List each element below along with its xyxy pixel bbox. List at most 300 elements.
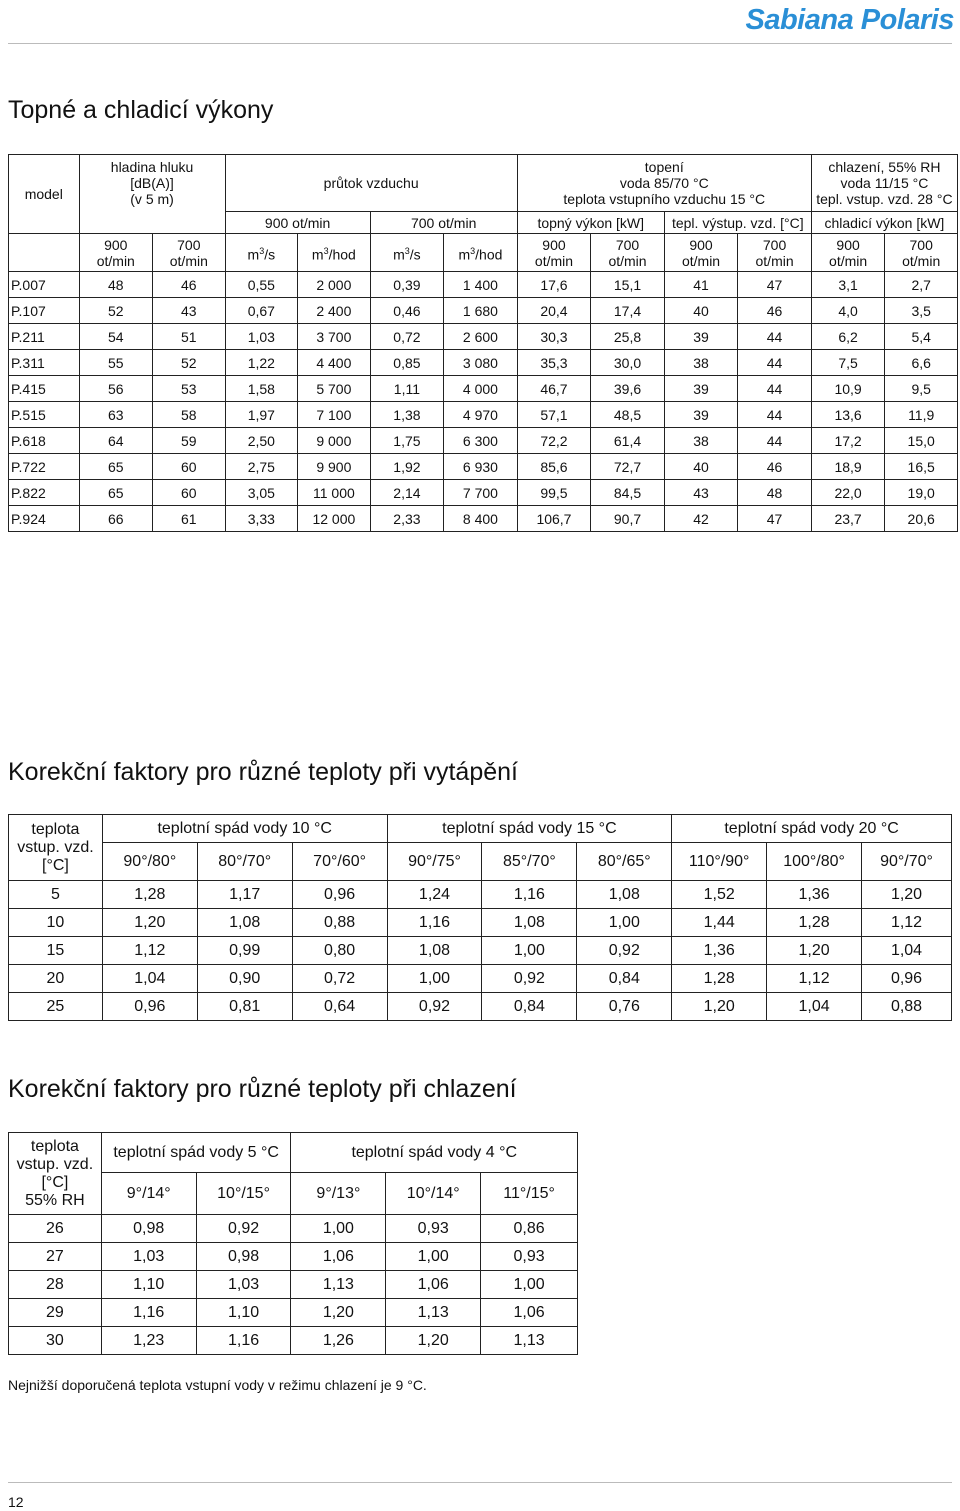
table-cell: 3,5 xyxy=(885,298,958,324)
header-noise-900 xyxy=(79,234,153,272)
hdr-unit: /hod xyxy=(475,246,503,263)
table-cell: 4 000 xyxy=(444,376,518,402)
row-label-cell: P.515 xyxy=(9,402,80,428)
header-heating-l2: voda 85/70 °C xyxy=(619,175,709,191)
table-cell: 47 xyxy=(738,506,812,532)
row-label-cell: P.211 xyxy=(9,324,80,350)
header-heating xyxy=(517,155,811,212)
row-label-cell: 5 xyxy=(9,881,103,909)
table-cell: 0,98 xyxy=(196,1243,291,1271)
hdr-temp-l4: 55% RH xyxy=(25,1191,85,1209)
performance-table xyxy=(8,154,958,532)
table-cell: 16,5 xyxy=(885,454,958,480)
row-label-cell: P.618 xyxy=(9,428,80,454)
table-cell: 1,16 xyxy=(482,881,577,909)
hdr-unit: /s xyxy=(409,246,421,263)
section-title-cooling-factors: Korekční faktory pro různé teploty při chlazení xyxy=(8,1075,517,1103)
table-cell: 6 930 xyxy=(444,454,518,480)
table-cell: 43 xyxy=(664,480,738,506)
table-cell: 0,72 xyxy=(370,324,444,350)
performance-table-body xyxy=(9,272,958,532)
table-cell: 1,28 xyxy=(672,965,767,993)
table-cell: 15,1 xyxy=(591,272,665,298)
page-number: 12 xyxy=(8,1494,24,1510)
header-group-10: teplotní spád vody 10 °C xyxy=(102,815,387,843)
header-m3h-700 xyxy=(444,234,518,272)
table-cell: 48 xyxy=(79,272,153,298)
table-row xyxy=(9,1271,578,1299)
row-label-cell: 26 xyxy=(9,1215,102,1243)
table-cell: 9 900 xyxy=(298,454,371,480)
table-cell: 1,24 xyxy=(387,881,482,909)
table-cell: 48 xyxy=(738,480,812,506)
subheader-cell: 11°/15° xyxy=(481,1173,578,1215)
hdr-rpm: ot/min xyxy=(755,252,794,269)
table-cell: 1,00 xyxy=(291,1215,386,1243)
header-outlet-temp: tepl. výstup. vzd. [°C] xyxy=(664,212,811,234)
table-cell: 39,6 xyxy=(591,376,665,402)
header-outlet-900 xyxy=(664,234,738,272)
table-cell: 44 xyxy=(738,428,812,454)
table-cell: 39 xyxy=(664,402,738,428)
header-noise-l1: hladina hluku xyxy=(110,159,194,176)
table-cell: 43 xyxy=(153,298,226,324)
header-m3s-700 xyxy=(370,234,444,272)
table-cell: 1,06 xyxy=(291,1243,386,1271)
table-cell: 0,46 xyxy=(370,298,444,324)
row-label-cell: 30 xyxy=(9,1327,102,1355)
table-cell: 0,81 xyxy=(197,993,292,1021)
table-cell: 12 000 xyxy=(298,506,371,532)
hdr-rpm: ot/min xyxy=(902,252,941,269)
cooling-factor-body xyxy=(9,1215,578,1355)
table-row xyxy=(9,881,952,909)
table-cell: 3,05 xyxy=(225,480,298,506)
subheader-cell: 110°/90° xyxy=(672,843,767,881)
table-cell: 1,13 xyxy=(291,1271,386,1299)
table-cell: 72,7 xyxy=(591,454,665,480)
table-cell: 1,23 xyxy=(101,1327,196,1355)
table-cell: 39 xyxy=(664,376,738,402)
table-cell: 19,0 xyxy=(885,480,958,506)
table-cell: 0,92 xyxy=(577,937,672,965)
table-cell: 2,33 xyxy=(370,506,444,532)
heating-factor-body xyxy=(9,881,952,1021)
header-group-20: teplotní spád vody 20 °C xyxy=(672,815,952,843)
subheader-cell: 80°/65° xyxy=(577,843,672,881)
table-cell: 1,11 xyxy=(370,376,444,402)
header-outlet-700 xyxy=(738,234,812,272)
table-row xyxy=(9,350,958,376)
table-cell: 63 xyxy=(79,402,153,428)
table-cell: 1,04 xyxy=(767,993,862,1021)
table-cell: 0,88 xyxy=(292,909,387,937)
header-heat-900 xyxy=(517,234,591,272)
table-cell: 39 xyxy=(664,324,738,350)
table-cell: 1,00 xyxy=(386,1243,481,1271)
table-cell: 46 xyxy=(738,454,812,480)
table-cell: 0,99 xyxy=(197,937,292,965)
table-cell: 65 xyxy=(79,480,153,506)
hdr-rpm: ot/min xyxy=(96,252,135,269)
table-cell: 85,6 xyxy=(517,454,591,480)
table-cell: 18,9 xyxy=(811,454,885,480)
table-cell: 2,14 xyxy=(370,480,444,506)
hdr-unit: m xyxy=(247,246,260,263)
table-cell: 10,9 xyxy=(811,376,885,402)
table-cell: 64 xyxy=(79,428,153,454)
table-row xyxy=(9,993,952,1021)
table-cell: 1,36 xyxy=(767,881,862,909)
table-cell: 5,4 xyxy=(885,324,958,350)
hdr-rpm: ot/min xyxy=(608,252,647,269)
table-cell: 90,7 xyxy=(591,506,665,532)
hdr-num: 700 xyxy=(762,236,787,253)
table-cell: 0,72 xyxy=(292,965,387,993)
table-row xyxy=(9,1327,578,1355)
table-cell: 52 xyxy=(79,298,153,324)
table-cell: 56 xyxy=(79,376,153,402)
table-cell: 0,64 xyxy=(292,993,387,1021)
hdr-num: 700 xyxy=(615,236,640,253)
table-cell: 0,80 xyxy=(292,937,387,965)
hdr-sup: 3 xyxy=(404,245,410,256)
table-cell: 1,12 xyxy=(102,937,197,965)
subheader-cell: 9°/13° xyxy=(291,1173,386,1215)
table-cell: 1,20 xyxy=(862,881,952,909)
table-cell: 1,08 xyxy=(197,909,292,937)
header-airflow-900: 900 ot/min xyxy=(225,212,370,234)
table-cell: 38 xyxy=(664,350,738,376)
table-row xyxy=(9,298,958,324)
table-cell: 1,20 xyxy=(386,1327,481,1355)
table-cell: 1,12 xyxy=(862,909,952,937)
header-group-4: teplotní spád vody 4 °C xyxy=(291,1133,578,1173)
table-row xyxy=(9,1215,578,1243)
table-cell: 106,7 xyxy=(517,506,591,532)
table-cell: 1,52 xyxy=(672,881,767,909)
header-noise-700 xyxy=(153,234,226,272)
table-cell: 1,10 xyxy=(196,1299,291,1327)
table-cell: 13,6 xyxy=(811,402,885,428)
subheader-cell: 90°/80° xyxy=(102,843,197,881)
table-cell: 0,67 xyxy=(225,298,298,324)
header-heating-l1: topení xyxy=(644,159,684,175)
header-m3s-900 xyxy=(225,234,298,272)
table-cell: 42 xyxy=(664,506,738,532)
brand-logo: Sabiana Polaris xyxy=(745,4,954,36)
table-cell: 61 xyxy=(153,506,226,532)
table-cell: 23,7 xyxy=(811,506,885,532)
table-cell: 46 xyxy=(738,298,812,324)
row-label-cell: 10 xyxy=(9,909,103,937)
table-cell: 1,00 xyxy=(481,1271,578,1299)
table-cell: 3,1 xyxy=(811,272,885,298)
hdr-temp-l1: teplota xyxy=(30,1137,79,1155)
table-cell: 1,20 xyxy=(291,1299,386,1327)
header-noise xyxy=(79,155,225,212)
row-label-cell: P.722 xyxy=(9,454,80,480)
table-cell: 20,4 xyxy=(517,298,591,324)
table-cell: 1,26 xyxy=(291,1327,386,1355)
header-heating-l3: teplota vstupního vzduchu 15 °C xyxy=(563,191,766,207)
table-cell: 1,08 xyxy=(387,937,482,965)
table-cell: 2 000 xyxy=(298,272,371,298)
table-cell: 1,28 xyxy=(102,881,197,909)
table-cell: 59 xyxy=(153,428,226,454)
table-cell: 54 xyxy=(79,324,153,350)
table-cell: 6,2 xyxy=(811,324,885,350)
table-cell: 0,76 xyxy=(577,993,672,1021)
table-cell: 0,93 xyxy=(481,1243,578,1271)
table-cell: 1,08 xyxy=(482,909,577,937)
table-cell: 9,5 xyxy=(885,376,958,402)
table-cell: 1,04 xyxy=(862,937,952,965)
table-row xyxy=(9,402,958,428)
row-label-cell: 25 xyxy=(9,993,103,1021)
table-cell: 11 000 xyxy=(298,480,371,506)
hdr-rpm: ot/min xyxy=(534,252,574,269)
table-cell: 15,0 xyxy=(885,428,958,454)
header-group-5: teplotní spád vody 5 °C xyxy=(101,1133,291,1173)
subheader-row xyxy=(9,843,952,881)
table-cell: 4,0 xyxy=(811,298,885,324)
table-cell: 0,55 xyxy=(225,272,298,298)
table-cell: 61,4 xyxy=(591,428,665,454)
hdr-temp-l1: teplota xyxy=(31,820,80,838)
subheader-cell: 10°/14° xyxy=(386,1173,481,1215)
table-cell: 0,98 xyxy=(101,1215,196,1243)
table-cell: 17,6 xyxy=(517,272,591,298)
table-cell: 1,04 xyxy=(102,965,197,993)
footer-divider xyxy=(8,1482,952,1483)
table-cell: 1,17 xyxy=(197,881,292,909)
hdr-rpm: ot/min xyxy=(681,252,721,269)
table-row xyxy=(9,454,958,480)
table-row xyxy=(9,506,958,532)
row-label-cell: 20 xyxy=(9,965,103,993)
hdr-unit: /s xyxy=(264,246,276,263)
table-cell: 25,8 xyxy=(591,324,665,350)
hdr-temp-l2: vstup. vzd. xyxy=(16,1155,94,1173)
table-cell: 0,96 xyxy=(862,965,952,993)
table-cell: 2 600 xyxy=(444,324,518,350)
table-cell: 1,00 xyxy=(577,909,672,937)
table-cell: 44 xyxy=(738,350,812,376)
table-cell: 30,3 xyxy=(517,324,591,350)
table-cell: 30,0 xyxy=(591,350,665,376)
table-cell: 1,00 xyxy=(482,937,577,965)
table-cell: 84,5 xyxy=(591,480,665,506)
table-cell: 2,50 xyxy=(225,428,298,454)
table-cell: 0,92 xyxy=(387,993,482,1021)
header-airflow-700: 700 ot/min xyxy=(370,212,517,234)
table-cell: 1 400 xyxy=(444,272,518,298)
table-cell: 44 xyxy=(738,324,812,350)
table-row xyxy=(9,480,958,506)
header-cooling xyxy=(811,155,957,212)
table-cell: 1,10 xyxy=(101,1271,196,1299)
table-cell: 44 xyxy=(738,402,812,428)
hdr-unit: m xyxy=(458,246,471,263)
table-cell: 2,7 xyxy=(885,272,958,298)
table-cell: 46 xyxy=(153,272,226,298)
table-row xyxy=(9,272,958,298)
table-row xyxy=(9,909,952,937)
table-cell: 7 700 xyxy=(444,480,518,506)
table-cell: 17,4 xyxy=(591,298,665,324)
table-cell: 1,75 xyxy=(370,428,444,454)
row-label-cell: P.822 xyxy=(9,480,80,506)
header-temp xyxy=(9,1133,102,1215)
hdr-num: 900 xyxy=(542,236,566,253)
table-cell: 6 300 xyxy=(444,428,518,454)
table-cell: 3 080 xyxy=(444,350,518,376)
table-cell: 72,2 xyxy=(517,428,591,454)
table-cell: 58 xyxy=(153,402,226,428)
table-cell: 22,0 xyxy=(811,480,885,506)
header-cooling-l1: chlazení, 55% RH xyxy=(828,159,941,175)
table-row xyxy=(9,428,958,454)
table-cell: 0,96 xyxy=(292,881,387,909)
hdr-rpm: ot/min xyxy=(829,252,868,269)
subheader-cell: 90°/75° xyxy=(387,843,482,881)
table-cell: 11,9 xyxy=(885,402,958,428)
table-row xyxy=(9,965,952,993)
heating-factor-table xyxy=(8,814,952,1021)
subheader-cell: 9°/14° xyxy=(101,1173,196,1215)
table-cell: 3 700 xyxy=(298,324,371,350)
hdr-num: 900 xyxy=(689,236,713,253)
header-cooling-l2: voda 11/15 °C xyxy=(840,175,929,191)
table-cell: 8 400 xyxy=(444,506,518,532)
header-airflow: průtok vzduchu xyxy=(225,155,517,212)
table-cell: 1,06 xyxy=(481,1299,578,1327)
table-cell: 0,92 xyxy=(482,965,577,993)
header-noise-l3: (v 5 m) xyxy=(130,191,174,208)
row-label-cell: P.311 xyxy=(9,350,80,376)
table-row xyxy=(9,324,958,350)
header-heat-output: topný výkon [kW] xyxy=(517,212,664,234)
table-cell: 0,39 xyxy=(370,272,444,298)
hdr-num: 700 xyxy=(177,236,201,253)
table-cell: 0,86 xyxy=(481,1215,578,1243)
table-cell: 0,84 xyxy=(577,965,672,993)
hdr-rpm: ot/min xyxy=(169,252,208,269)
table-cell: 51 xyxy=(153,324,226,350)
subheader-cell: 70°/60° xyxy=(292,843,387,881)
table-cell: 0,85 xyxy=(370,350,444,376)
table-cell: 5 700 xyxy=(298,376,371,402)
header-cool-700 xyxy=(885,234,958,272)
cooling-factor-table xyxy=(8,1132,578,1355)
table-cell: 1,92 xyxy=(370,454,444,480)
table-cell: 1,28 xyxy=(767,909,862,937)
table-row xyxy=(9,376,958,402)
table-cell: 1,58 xyxy=(225,376,298,402)
table-cell: 17,2 xyxy=(811,428,885,454)
table-cell: 99,5 xyxy=(517,480,591,506)
hdr-sup: 3 xyxy=(259,245,265,256)
table-cell: 60 xyxy=(153,454,226,480)
hdr-sup: 3 xyxy=(470,245,476,256)
table-cell: 3,33 xyxy=(225,506,298,532)
table-cell: 0,92 xyxy=(196,1215,291,1243)
table-cell: 1,13 xyxy=(386,1299,481,1327)
table-cell: 60 xyxy=(153,480,226,506)
table-cell: 1,44 xyxy=(672,909,767,937)
section-title-heating-factors: Korekční faktory pro různé teploty při vytápění xyxy=(8,758,518,786)
table-cell: 1,03 xyxy=(225,324,298,350)
table-cell: 1,20 xyxy=(672,993,767,1021)
table-cell: 41 xyxy=(664,272,738,298)
table-cell: 2,75 xyxy=(225,454,298,480)
subheader-cell: 90°/70° xyxy=(862,843,952,881)
table-cell: 1,00 xyxy=(387,965,482,993)
table-cell: 1,38 xyxy=(370,402,444,428)
table-cell: 53 xyxy=(153,376,226,402)
row-label-cell: P.415 xyxy=(9,376,80,402)
hdr-unit: m xyxy=(311,246,324,263)
table-cell: 20,6 xyxy=(885,506,958,532)
row-label-cell: 15 xyxy=(9,937,103,965)
table-cell: 1,12 xyxy=(767,965,862,993)
table-cell: 0,96 xyxy=(102,993,197,1021)
header-cool-output: chladicí výkon [kW] xyxy=(811,212,957,234)
table-cell: 0,93 xyxy=(386,1215,481,1243)
table-cell: 44 xyxy=(738,376,812,402)
table-cell: 6,6 xyxy=(885,350,958,376)
header-cool-900 xyxy=(811,234,885,272)
section-title-performance: Topné a chladicí výkony xyxy=(8,96,274,124)
row-label-cell: P.924 xyxy=(9,506,80,532)
header-noise-l2: [dB(A)] xyxy=(130,175,174,192)
table-cell: 0,88 xyxy=(862,993,952,1021)
row-label-cell: 28 xyxy=(9,1271,102,1299)
table-cell: 1,20 xyxy=(767,937,862,965)
table-cell: 40 xyxy=(664,454,738,480)
hdr-num: 900 xyxy=(104,236,128,253)
subheader-cell: 80°/70° xyxy=(197,843,292,881)
table-row xyxy=(9,1243,578,1271)
table-cell: 4 970 xyxy=(444,402,518,428)
table-cell: 1,16 xyxy=(387,909,482,937)
header-group-15: teplotní spád vody 15 °C xyxy=(387,815,672,843)
table-cell: 4 400 xyxy=(298,350,371,376)
row-label-cell: 27 xyxy=(9,1243,102,1271)
header-model: model xyxy=(9,155,80,234)
table-cell: 48,5 xyxy=(591,402,665,428)
table-cell: 66 xyxy=(79,506,153,532)
table-cell: 47 xyxy=(738,272,812,298)
header-noise-spacer xyxy=(79,212,225,234)
hdr-sup: 3 xyxy=(323,245,329,256)
hdr-temp-l2: vstup. vzd. xyxy=(17,838,94,856)
table-cell: 35,3 xyxy=(517,350,591,376)
subheader-cell: 85°/70° xyxy=(482,843,577,881)
table-cell: 7,5 xyxy=(811,350,885,376)
hdr-temp-l3: [°C] xyxy=(42,856,69,874)
hdr-num: 700 xyxy=(909,236,933,253)
table-cell: 1,20 xyxy=(102,909,197,937)
table-cell: 57,1 xyxy=(517,402,591,428)
table-cell: 1,08 xyxy=(577,881,672,909)
table-cell: 1,03 xyxy=(196,1271,291,1299)
row-label-cell: P.007 xyxy=(9,272,80,298)
subheader-cell: 100°/80° xyxy=(767,843,862,881)
table-cell: 7 100 xyxy=(298,402,371,428)
row-label-cell: 29 xyxy=(9,1299,102,1327)
